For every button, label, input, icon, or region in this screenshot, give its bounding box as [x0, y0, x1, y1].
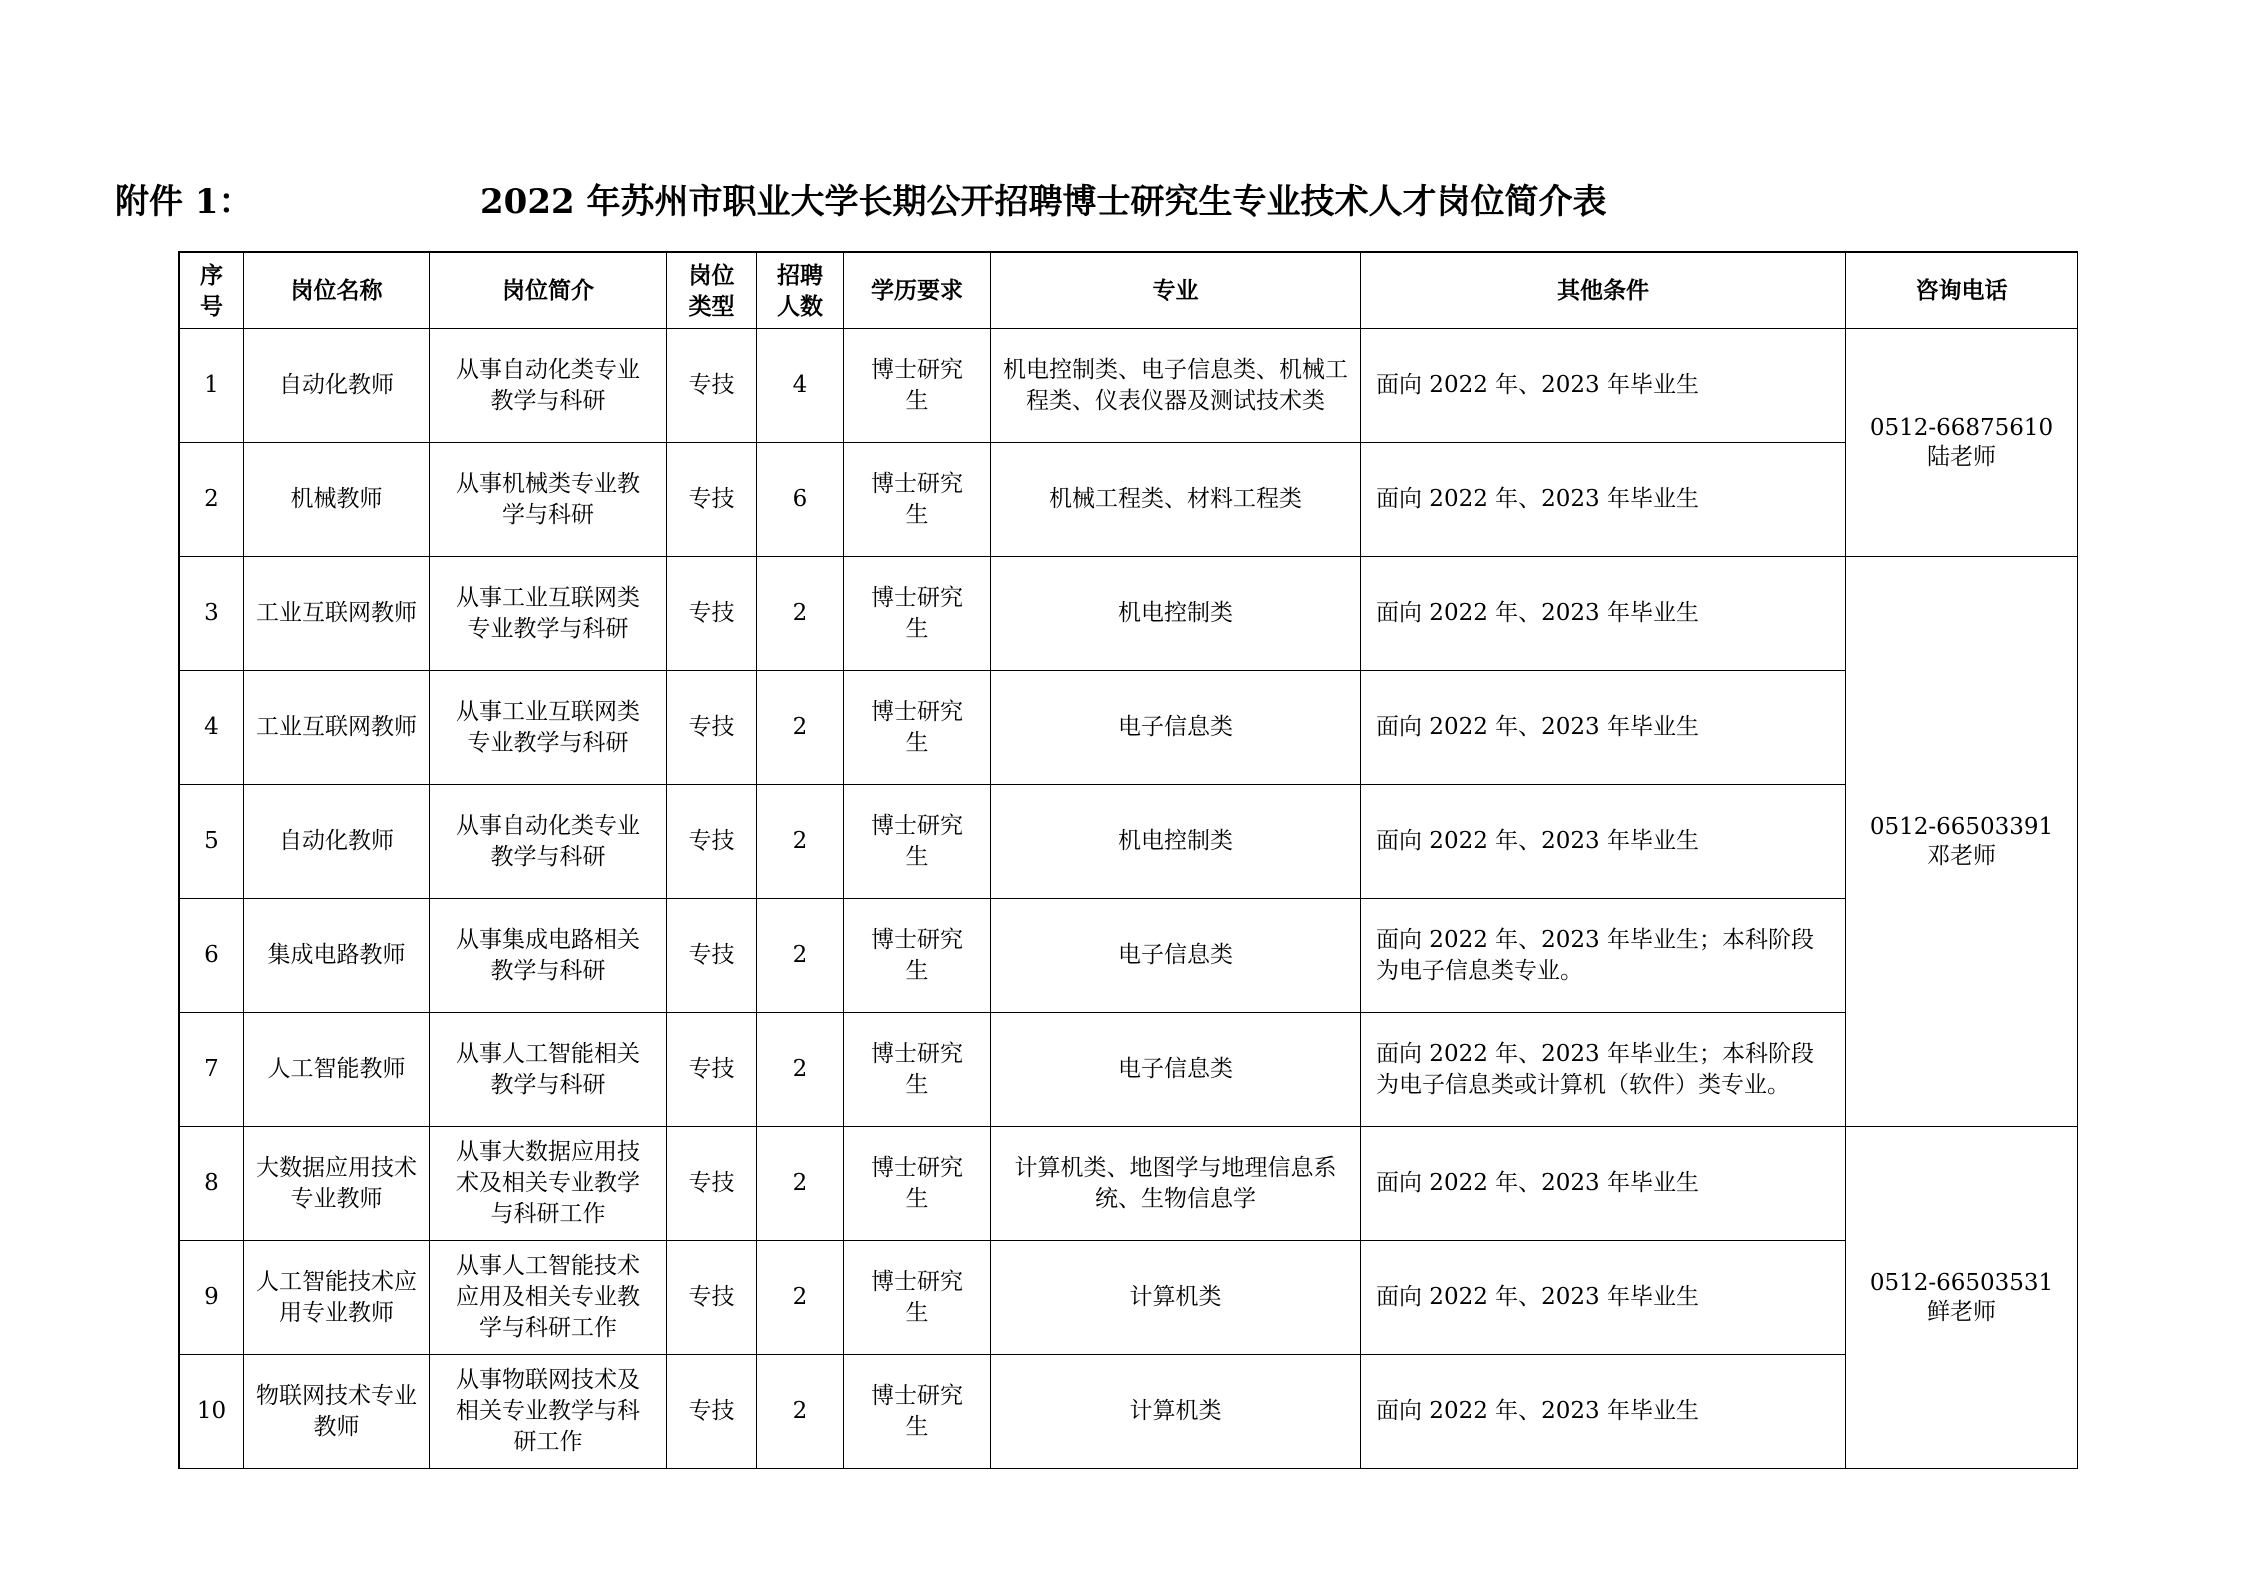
cell-name: 自动化教师 — [244, 329, 430, 443]
cell-name: 人工智能教师 — [244, 1013, 430, 1127]
table-row — [180, 1127, 2078, 1241]
cell-name: 自动化教师 — [244, 785, 430, 899]
table-row — [180, 1355, 2078, 1469]
cell-name: 人工智能技术应用专业教师 — [244, 1241, 430, 1355]
cell-type: 专技 — [667, 443, 757, 557]
table-row — [180, 1013, 2078, 1127]
cell-name: 工业互联网教师 — [244, 671, 430, 785]
cell-type: 专技 — [667, 899, 757, 1013]
cell-seq: 2 — [180, 443, 244, 557]
header-name: 岗位名称 — [244, 253, 430, 329]
cell-type: 专技 — [667, 1355, 757, 1469]
header-phone: 咨询电话 — [1846, 253, 2078, 329]
table-row — [180, 785, 2078, 899]
header-type: 岗位类型 — [667, 253, 757, 329]
cell-desc: 从事自动化类专业教学与科研 — [430, 329, 667, 443]
cell-seq: 4 — [180, 671, 244, 785]
cell-desc: 从事大数据应用技术及相关专业教学与科研工作 — [430, 1127, 667, 1241]
cell-type: 专技 — [667, 785, 757, 899]
cell-count: 6 — [757, 443, 844, 557]
table-row — [180, 899, 2078, 1013]
table-row — [180, 329, 2078, 443]
cell-seq: 8 — [180, 1127, 244, 1241]
cell-name: 机械教师 — [244, 443, 430, 557]
cell-desc: 从事集成电路相关教学与科研 — [430, 899, 667, 1013]
cell-other: 面向 2022 年、2023 年毕业生 — [1361, 329, 1846, 443]
cell-major: 计算机类 — [991, 1355, 1361, 1469]
cell-type: 专技 — [667, 671, 757, 785]
cell-other: 面向 2022 年、2023 年毕业生 — [1361, 1241, 1846, 1355]
header-desc: 岗位简介 — [430, 253, 667, 329]
contact-phone: 0512-66503531 — [1869, 1269, 2054, 1296]
cell-major: 电子信息类 — [991, 899, 1361, 1013]
attachment-label: 附件 1： — [115, 182, 253, 222]
table-row — [180, 1241, 2078, 1355]
contact-person: 邓老师 — [1927, 842, 1996, 869]
cell-major: 电子信息类 — [991, 671, 1361, 785]
contact-phone: 0512-66503391 — [1869, 813, 2054, 840]
cell-name: 物联网技术专业教师 — [244, 1355, 430, 1469]
cell-major: 计算机类 — [991, 1241, 1361, 1355]
cell-other: 面向 2022 年、2023 年毕业生；本科阶段为电子信息类专业。 — [1361, 899, 1846, 1013]
cell-count: 2 — [757, 899, 844, 1013]
cell-major: 计算机类、地图学与地理信息系统、生物信息学 — [991, 1127, 1361, 1241]
document-title: 2022 年苏州市职业大学长期公开招聘博士研究生专业技术人才岗位简介表 — [480, 182, 1607, 222]
cell-type: 专技 — [667, 1241, 757, 1355]
cell-other: 面向 2022 年、2023 年毕业生 — [1361, 557, 1846, 671]
cell-edu: 博士研究生 — [844, 1241, 991, 1355]
cell-desc: 从事人工智能技术应用及相关专业教学与科研工作 — [430, 1241, 667, 1355]
cell-edu: 博士研究生 — [844, 329, 991, 443]
cell-desc: 从事工业互联网类专业教学与科研 — [430, 671, 667, 785]
contact-cell — [1846, 1127, 2078, 1469]
cell-desc: 从事物联网技术及相关专业教学与科研工作 — [430, 1355, 667, 1469]
cell-other: 面向 2022 年、2023 年毕业生 — [1361, 443, 1846, 557]
cell-name: 集成电路教师 — [244, 899, 430, 1013]
cell-edu: 博士研究生 — [844, 899, 991, 1013]
contact-person: 鲜老师 — [1927, 1298, 1996, 1325]
cell-edu: 博士研究生 — [844, 1013, 991, 1127]
cell-type: 专技 — [667, 329, 757, 443]
cell-edu: 博士研究生 — [844, 1355, 991, 1469]
cell-count: 2 — [757, 557, 844, 671]
cell-count: 2 — [757, 1013, 844, 1127]
cell-other: 面向 2022 年、2023 年毕业生 — [1361, 1127, 1846, 1241]
cell-count: 4 — [757, 329, 844, 443]
cell-major: 机电控制类 — [991, 785, 1361, 899]
header-count: 招聘人数 — [757, 253, 844, 329]
cell-other: 面向 2022 年、2023 年毕业生；本科阶段为电子信息类或计算机（软件）类专业。 — [1361, 1013, 1846, 1127]
cell-other: 面向 2022 年、2023 年毕业生 — [1361, 671, 1846, 785]
cell-desc: 从事机械类专业教学与科研 — [430, 443, 667, 557]
table-row — [180, 443, 2078, 557]
table-header-row — [180, 253, 2078, 329]
cell-seq: 9 — [180, 1241, 244, 1355]
cell-count: 2 — [757, 1127, 844, 1241]
header-edu: 学历要求 — [844, 253, 991, 329]
table-row — [180, 557, 2078, 671]
cell-count: 2 — [757, 1355, 844, 1469]
cell-edu: 博士研究生 — [844, 785, 991, 899]
cell-major: 机电控制类、电子信息类、机械工程类、仪表仪器及测试技术类 — [991, 329, 1361, 443]
cell-seq: 6 — [180, 899, 244, 1013]
cell-count: 2 — [757, 1241, 844, 1355]
cell-seq: 7 — [180, 1013, 244, 1127]
cell-seq: 10 — [180, 1355, 244, 1469]
cell-desc: 从事自动化类专业教学与科研 — [430, 785, 667, 899]
header-major: 专业 — [991, 253, 1361, 329]
positions-table — [179, 252, 2078, 1469]
contact-cell — [1846, 557, 2078, 1127]
cell-desc: 从事人工智能相关教学与科研 — [430, 1013, 667, 1127]
cell-major: 电子信息类 — [991, 1013, 1361, 1127]
cell-name: 工业互联网教师 — [244, 557, 430, 671]
cell-seq: 5 — [180, 785, 244, 899]
contact-cell — [1846, 329, 2078, 557]
header-seq: 序号 — [180, 253, 244, 329]
header-other: 其他条件 — [1361, 253, 1846, 329]
cell-type: 专技 — [667, 557, 757, 671]
table-row — [180, 671, 2078, 785]
cell-name: 大数据应用技术专业教师 — [244, 1127, 430, 1241]
contact-person: 陆老师 — [1927, 443, 1996, 470]
cell-count: 2 — [757, 785, 844, 899]
cell-type: 专技 — [667, 1127, 757, 1241]
cell-type: 专技 — [667, 1013, 757, 1127]
cell-count: 2 — [757, 671, 844, 785]
cell-seq: 3 — [180, 557, 244, 671]
cell-edu: 博士研究生 — [844, 1127, 991, 1241]
cell-major: 机械工程类、材料工程类 — [991, 443, 1361, 557]
cell-desc: 从事工业互联网类专业教学与科研 — [430, 557, 667, 671]
cell-edu: 博士研究生 — [844, 671, 991, 785]
cell-major: 机电控制类 — [991, 557, 1361, 671]
cell-seq: 1 — [180, 329, 244, 443]
cell-edu: 博士研究生 — [844, 443, 991, 557]
cell-edu: 博士研究生 — [844, 557, 991, 671]
cell-other: 面向 2022 年、2023 年毕业生 — [1361, 785, 1846, 899]
contact-phone: 0512-66875610 — [1869, 414, 2054, 441]
cell-other: 面向 2022 年、2023 年毕业生 — [1361, 1355, 1846, 1469]
